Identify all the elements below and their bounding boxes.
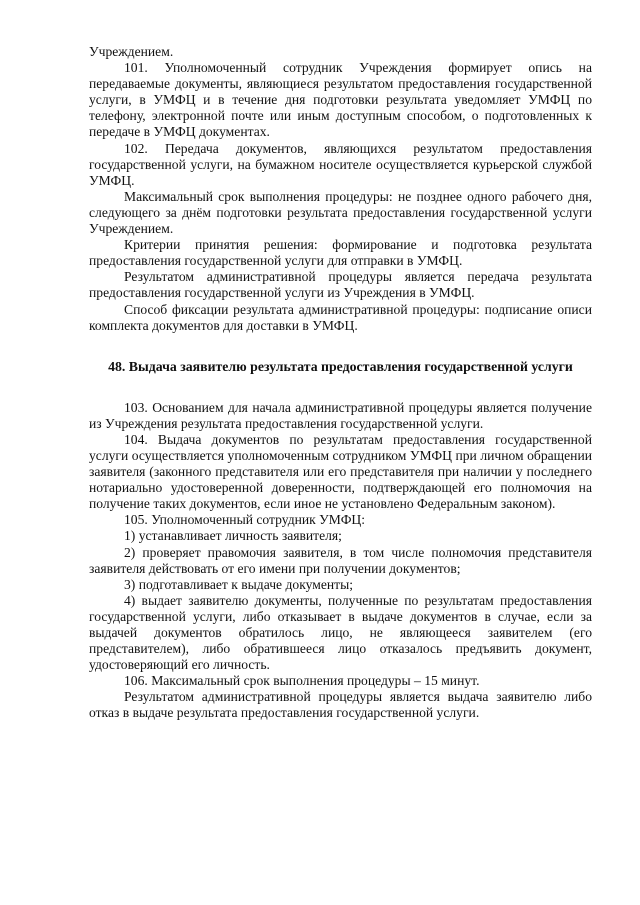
paragraph-result: Результатом административной процедуры является передача результата предоставления государственной услуги из Учреждения в УМФЦ. (89, 269, 592, 301)
paragraph-max-term: Максимальный срок выполнения процедуры: не позднее одного рабочего дня, следующего за днём подготовки результата предоставления государственной услуги Учреждением. (89, 188, 592, 237)
list-item-105-2: 2) проверяет правомочия заявителя, в том числе полномочия представителя заявителя действовать от его имени при получении документов; (89, 544, 592, 576)
paragraph-104: 104. Выдача документов по результатам предоставления государственной услуги осуществляется уполномоченным сотрудником УМФЦ при личном обращении заявителя (законного представителя или его представителя при наличии у последнего нотариально удостоверенной доверенности, подтверждающей его полномочия на получение таких документов, если иное не установлено Федеральным законом). (89, 431, 592, 512)
paragraph-105: 105. Уполномоченный сотрудник УМФЦ: (124, 512, 366, 528)
paragraph-fixation-method: Способ фиксации результата административной процедуры: подписание описи комплекта документов для доставки в УМФЦ. (89, 301, 592, 333)
list-item-105-4: 4) выдает заявителю документы, полученные по результатам предоставления государственной услуги, либо отказывает в выдаче документов в случае, если за выдачей документов обратилось лицо, не являющееся заявителем (его представителем), либо обратившееся лицо отказалось предъявить документ, удостоверяющий его личность. (89, 592, 592, 673)
paragraph-final-result: Результатом административной процедуры является выдача заявителю либо отказ в выдаче результата предоставления государственной услуги. (89, 689, 592, 721)
paragraph-101: 101. Уполномоченный сотрудник Учреждения формирует опись на передаваемые документы, являющиеся результатом предоставления государственной услуги, в УМФЦ и в течение дня подготовки результата уведомляет УМФЦ по телефону, электронной почте или иным доступным способом, о подготовленных к передаче в УМФЦ документах. (89, 60, 592, 140)
paragraph-102: 102. Передача документов, являющихся результатом предоставления государственной услуги, на бумажном носителе осуществляется курьерской службой УМФЦ. (89, 140, 592, 188)
list-item-105-3: 3) подготавливает к выдаче документы; (124, 576, 353, 592)
document-page (89, 44, 592, 722)
paragraph-continuation: Учреждением. (89, 44, 174, 59)
paragraph-103: 103. Основанием для начала административной процедуры является получение из Учреждения результата предоставления государственной услуги. (89, 399, 592, 431)
section-heading-48: 48. Выдача заявителю результата предоставления государственной услуги (108, 358, 573, 374)
paragraph-criteria: Критерии принятия решения: формирование и подготовка результата предоставления государственной услуги для отправки в УМФЦ. (89, 237, 592, 269)
list-item-105-1: 1) устанавливает личность заявителя; (124, 528, 342, 544)
paragraph-106: 106. Максимальный срок выполнения процедуры – 15 минут. (124, 673, 480, 689)
